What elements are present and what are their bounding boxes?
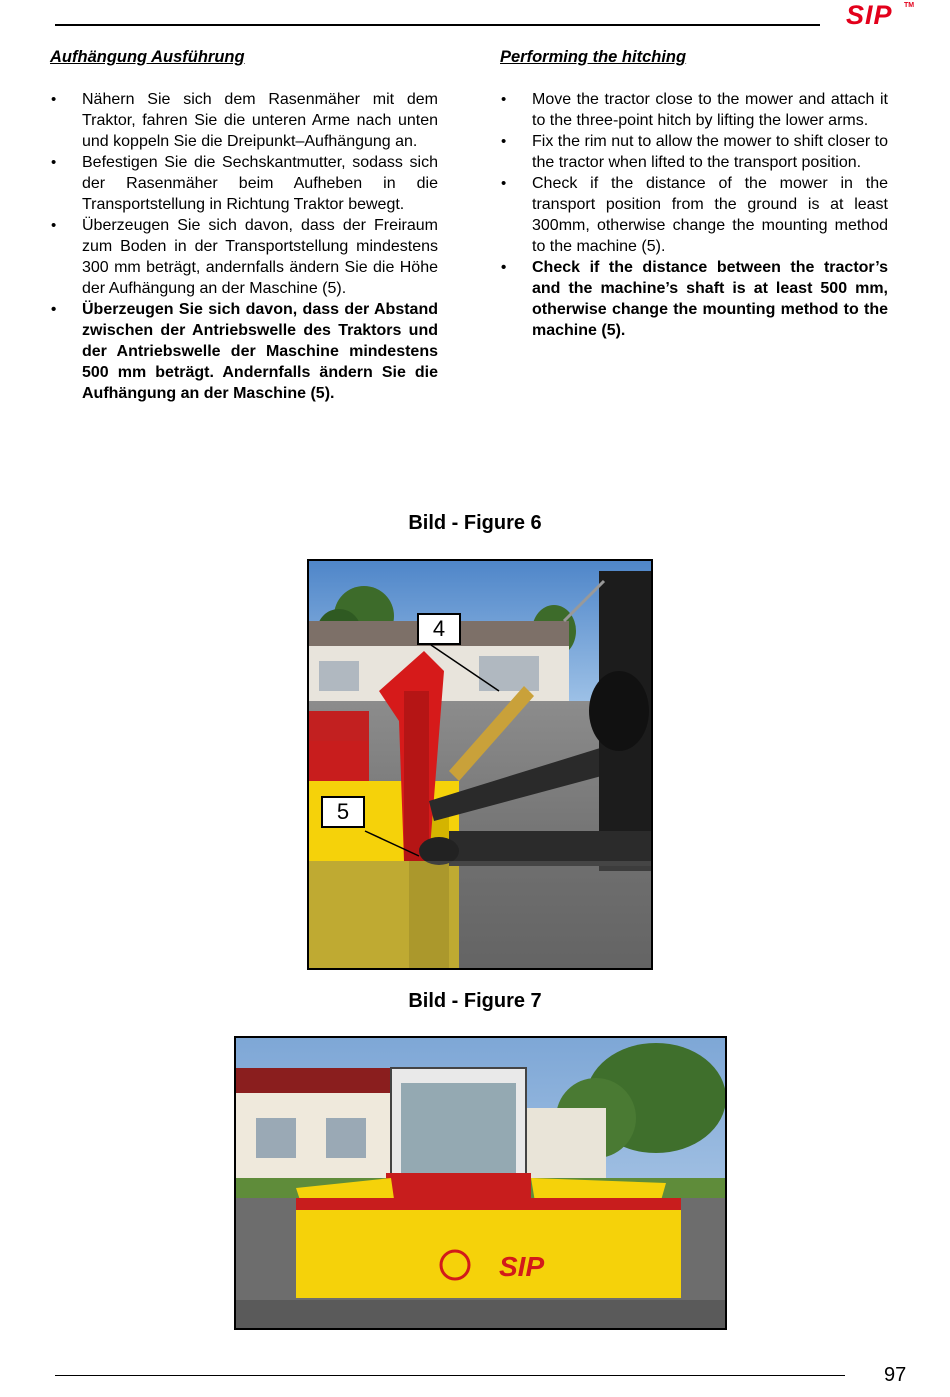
hitch-photo xyxy=(309,561,651,968)
figure-6-caption: Bild - Figure 6 xyxy=(408,512,542,534)
english-heading: Performing the hitching xyxy=(500,48,687,66)
german-item-3: • Überzeugen Sie sich davon, dass der Freiraum zum Boden in der Transportstellung mindestens 300 mm beträgt, andernfalls ändern Sie die Höhe der Aufhängung an der Maschine (5). xyxy=(48,215,438,299)
tractor-mower-photo xyxy=(236,1038,725,1328)
german-item-1: • Nähern Sie sich dem Rasenmäher mit dem Traktor, fahren Sie die unteren Arme nach unten und koppeln Sie die Dreipunkt–Aufhängung an. xyxy=(48,89,438,152)
figure-7-caption: Bild - Figure 7 xyxy=(408,990,542,1012)
header-rule xyxy=(55,24,820,26)
page-number: 97 xyxy=(884,1364,907,1386)
german-item-2: • Befestigen Sie die Sechskantmutter, sodass sich der Rasenmäher beim Aufheben in die Transportstellung in Richtung Traktor bewegt. xyxy=(48,152,438,215)
german-item-4: • Überzeugen Sie sich davon, dass der Abstand zwischen der Antriebswelle des Traktors und der Antriebswelle der Maschine mindestens 500 mm beträgt. Andernfalls ändern Sie die Aufhängung an der Maschine (5). xyxy=(48,299,438,404)
logo-text: SIP xyxy=(846,0,893,30)
sip-logo xyxy=(846,0,916,30)
english-item-1: • Move the tractor close to the mower and attach it to the three-point hitch by lifting the lower arms. xyxy=(498,89,888,131)
german-heading: Aufhängung Ausführung xyxy=(50,48,245,66)
figure-7-photo xyxy=(234,1036,727,1330)
german-list xyxy=(48,89,438,404)
english-item-4: • Check if the distance between the tractor’s and the machine’s shaft is at least 500 mm, otherwise change the mounting method to the machine (5). xyxy=(498,257,888,341)
english-item-2: • Fix the rim nut to allow the mower to shift closer to the tractor when lifted to the transport position. xyxy=(498,131,888,173)
english-column xyxy=(498,48,888,341)
logo-trademark: TM xyxy=(904,2,915,9)
english-item-3: • Check if the distance of the mower in the transport position from the ground is at least 300mm, otherwise change the mounting method to the machine (5). xyxy=(498,173,888,257)
footer-rule xyxy=(55,1375,845,1376)
mower-brand-text: SIP xyxy=(499,1251,545,1282)
callout-label-5: 5 xyxy=(321,796,365,828)
english-list xyxy=(498,89,888,341)
callout-label-4: 4 xyxy=(417,613,461,645)
german-column xyxy=(48,48,438,404)
figure-6-photo xyxy=(307,559,653,970)
